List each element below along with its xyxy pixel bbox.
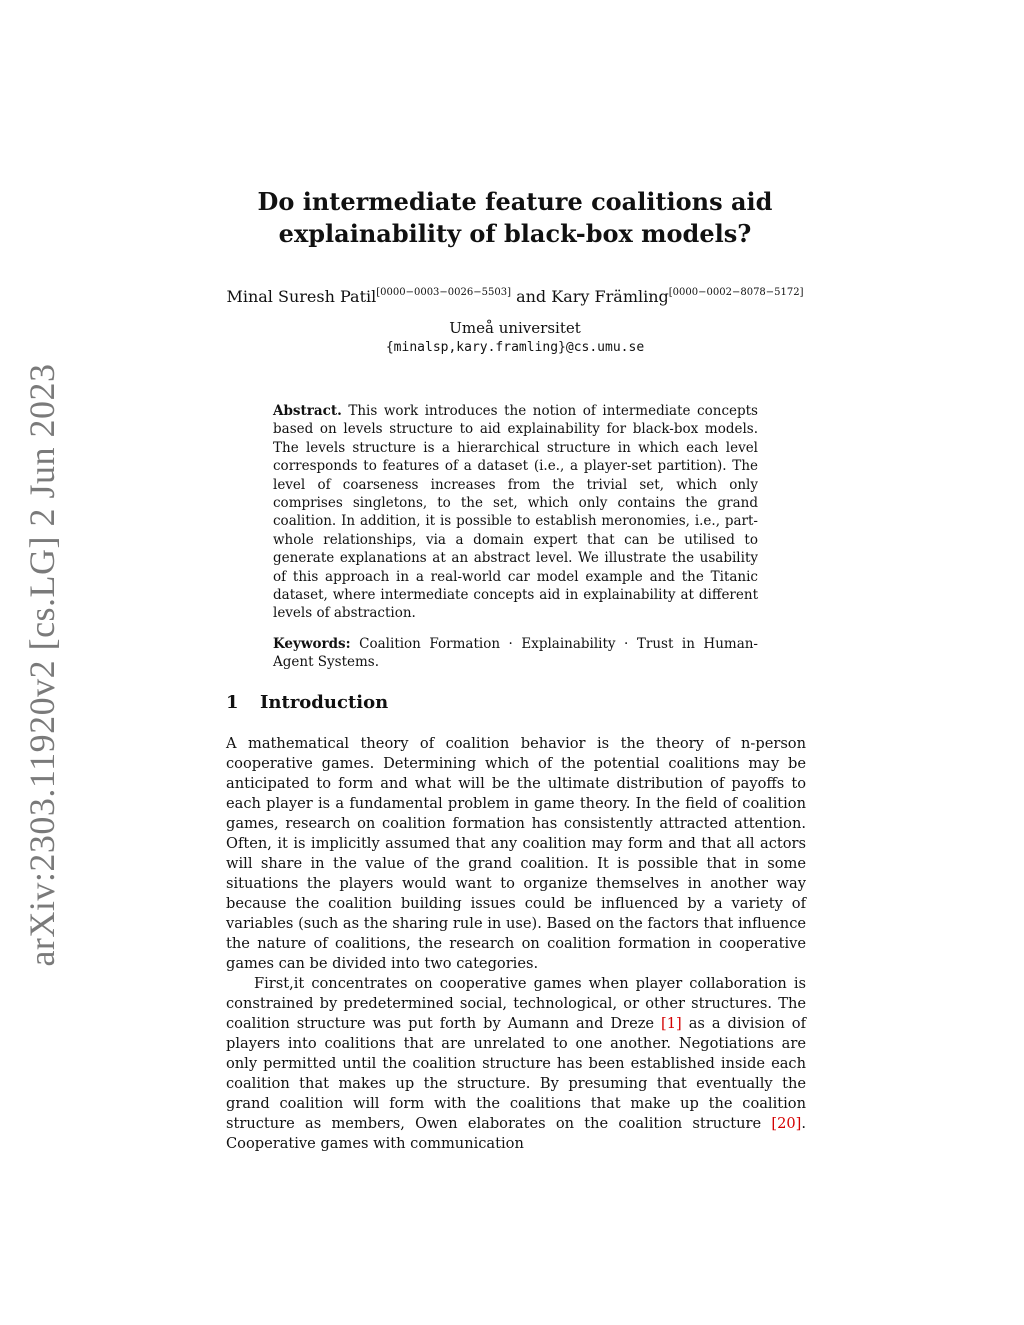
abstract-paragraph xyxy=(273,402,758,623)
paragraph-text: . Cooperative games with communication xyxy=(226,1115,806,1152)
abstract-text: This work introduces the notion of intermediate concepts based on levels structure to aid explainability for black-box models. The levels structure is a hierarchical structure in which each level corresponds to features of a dataset (i.e., a player-set partition). The level of coarseness increases from the trivial set, which only comprises singletons, to the set, which only contains the grand coalition. In addition, it is possible to establish meronomies, i.e., part-whole relationships, via a domain expert that can be utilised to generate explanations at an abstract level. We illustrate the usability of this approach in a real-world car model example and the Titanic dataset, where intermediate concepts aid in explainability at different levels of abstraction. xyxy=(273,403,758,622)
paragraph-text: First,it concentrates on cooperative games when player collaboration is constrained by predetermined social, technological, or other structures. The coalition structure was put forth by Aumann and Dreze xyxy=(226,975,806,1032)
section-title: Introduction xyxy=(260,692,389,713)
author-conjunction: and xyxy=(516,287,547,306)
title-line-2: explainability of black-box models? xyxy=(278,219,752,248)
author-orcid: [0000−0003−0026−5503] xyxy=(376,287,511,298)
author-orcid: [0000−0002−8078−5172] xyxy=(668,287,804,298)
arxiv-identifier: arXiv:2303.11920v2 [cs.LG] 2 Jun 2023 xyxy=(22,363,62,967)
intro-paragraph-2 xyxy=(226,974,806,1154)
section-number: 1 xyxy=(226,692,239,713)
author-name: Minal Suresh Patil xyxy=(226,287,377,306)
body-text xyxy=(226,734,806,1154)
abstract-block xyxy=(273,402,758,672)
author-list xyxy=(150,282,880,308)
abstract-label: Abstract. xyxy=(273,403,342,419)
keywords-paragraph xyxy=(273,635,758,672)
citation-link[interactable]: [1] xyxy=(661,1015,682,1032)
email-address: {minalsp,kary.framling}@cs.umu.se xyxy=(385,340,645,355)
citation-link[interactable]: [20] xyxy=(771,1115,802,1132)
author-name: Kary Främling xyxy=(551,287,669,306)
keywords-label: Keywords: xyxy=(273,635,351,652)
intro-paragraph-1: A mathematical theory of coalition behavior is the theory of n-person cooperative games. Determining which of the potential coalitions may be anticipated to form and what will be the ultimate distribution of payoffs to each player is a fundamental problem in game theory. In the field of coalition games, research on coalition formation has consistently attracted attention. Often, it is implicitly assumed that any coalition may form and that all actors will share in the value of the grand coalition. It is possible that in some situations the players would want to organize themselves in another way because the coalition building issues could be influenced by a variety of variables (such as the sharing rule in use). Based on the factors that influence the nature of coalitions, the research on coalition formation in cooperative games can be divided into two categories. xyxy=(226,735,806,972)
section-heading xyxy=(226,692,388,713)
paragraph-text: as a division of players into coalitions that are unrelated to one another. Negotiations are only permitted until the coalition structure has been established inside each coalition that makes up the structure. By presuming that eventually the grand coalition will form with the coalitions that make up the coalition structure as members, Owen elaborates on the coalition structure xyxy=(226,1015,806,1132)
title-line-1: Do intermediate feature coalitions aid xyxy=(257,187,773,216)
affiliation: Umeå universitet xyxy=(449,319,581,337)
keywords-text: Coalition Formation · Explainability · Trust in Human-Agent Systems. xyxy=(273,635,758,671)
affiliation-block xyxy=(200,318,830,358)
paper-title xyxy=(200,186,830,250)
